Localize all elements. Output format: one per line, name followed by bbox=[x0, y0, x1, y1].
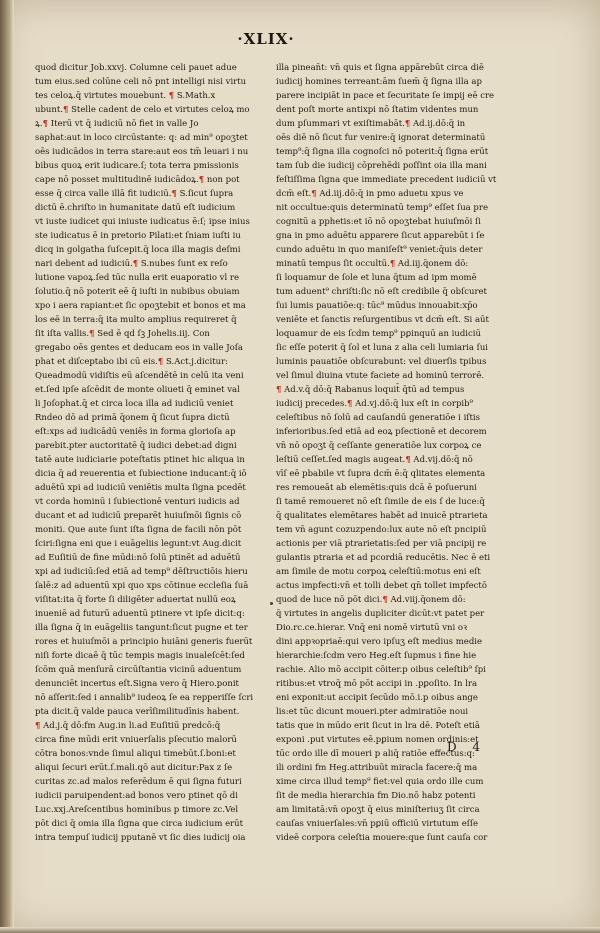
text-line: leſtiū ceſſet.ſed magis augeat.¶ Ad.vij.dō:q̄ nō bbox=[276, 455, 473, 465]
text-line: am limitatā:vn̄ opoʒt q̄ eius miniſteriuʒ ſit circa bbox=[276, 805, 480, 815]
pilcrow-mark: ¶ bbox=[132, 259, 139, 269]
pilcrow-mark: ¶ bbox=[89, 329, 95, 339]
text-line: dcm̄ eſt.¶ Ad.iij.dō:q̄ in pmo aduetu xpus ve bbox=[276, 189, 464, 199]
text-line: xime circa illud temp⁹ fiet:vel quia ordo ille cum bbox=[276, 777, 484, 787]
text-line: res remoueāt ab elemētis:quis dcā ē poſueruni bbox=[276, 483, 477, 493]
text-line: ſit iſta vallis.¶ Sed ē qd ſꝫ Johelis.iij. Con bbox=[35, 329, 210, 339]
right-text-column bbox=[276, 61, 514, 845]
pilcrow-mark: ¶ bbox=[404, 119, 411, 129]
text-line: ad Euſitiū de fine mūdi:nō ſolū ptinēt ad aduētū bbox=[35, 553, 241, 563]
text-line: niſi forte dicaē q̄ tūc tempis magis inualeſcēt:ſed bbox=[35, 651, 245, 661]
pilcrow-mark: ¶ bbox=[198, 175, 205, 185]
pilcrow-mark: ¶ bbox=[168, 91, 175, 101]
text-line: iudicii paruipendent:ad bonos vero ptinet qō di bbox=[35, 791, 238, 801]
text-line: eſt:xps ad iudicādū veniēs in forma glorioſa ap bbox=[35, 427, 236, 437]
text-line: actionis per viā ptrarietatis:ſed per viā pncipij re bbox=[276, 539, 487, 549]
text-line: veniēte et ſanctis reſurgentibus vt dcm̄ eſt. Si aūt bbox=[276, 315, 489, 325]
text-line: los eē in terra:q̄ ita multo amplius requireret q̄ bbox=[35, 315, 237, 325]
text-line: ritibus:et vtroq̄ mō pōt accipi in .pꝑoſito. In lra bbox=[276, 679, 478, 689]
binding-gutter bbox=[0, 0, 14, 933]
text-line: gna in pmo aduētu apparere ſicut apparebūt i ſe bbox=[276, 231, 485, 241]
text-line: luminis pauatiōe obſcurabunt: vel diuerſis tpibus bbox=[276, 357, 487, 367]
pilcrow-mark: ¶ bbox=[171, 189, 177, 199]
text-line: vīſ eē pbabile vt ſupra dcm̄ ē:q̄ qlitates elementa bbox=[276, 469, 486, 479]
text-line: ubunt.¶ Stelle cadent de celo et virtutes celoꝝ mo bbox=[35, 105, 250, 115]
text-line: ꝝ.¶ Iterū vt q̄ iudiciū nō fiet in valle Jo bbox=[35, 119, 199, 129]
page-edge bbox=[0, 927, 600, 933]
text-line: am ſimile de motu corpoꝝ celeſtiū:motus eni eſt bbox=[276, 567, 481, 577]
text-line: videē corpora celeſtia mouere:que ſunt cauſa cor bbox=[276, 833, 488, 843]
pilcrow-mark: ¶ bbox=[62, 105, 69, 115]
quire-signature: D 4 bbox=[447, 740, 487, 754]
text-line: tum eius.sed colūne celi nō pnt intelligi nisi virtu bbox=[35, 77, 247, 87]
text-line: exponi .put virtutes eē.pꝑium nomen ordinis:et bbox=[276, 735, 479, 745]
folio-number: ·XLIX· bbox=[237, 30, 295, 48]
text-line: cognitū a pphetis:et iō nō opoʒtebat huiuſmōi ſi bbox=[276, 217, 481, 227]
pilcrow-mark: ¶ bbox=[35, 721, 41, 731]
text-line: saphat:aut in loco circūstante: q: ad min⁹ opoʒtet bbox=[35, 133, 248, 143]
text-line: dicia q̄ ad reuerentia et ſubiectione inducant:q̄ iō bbox=[35, 469, 247, 479]
text-line: hierarchie:ſcdm vero Heg.eſt ſupmus i fine hie bbox=[276, 651, 477, 661]
text-line: tum aduent⁹ chriſti:ſic nō eſt credibile q̄ obſcuret bbox=[276, 287, 487, 297]
text-line: aduētū xpi ad iudiciū veniētis multa ſigna pcedēt bbox=[35, 483, 246, 493]
text-line: Rndeo dō ad primā q̄onem q̄ ſicut ſupra dictū bbox=[35, 413, 230, 423]
text-line: dictū ē.chriſto in humanitate datū eſt iudicium bbox=[35, 203, 236, 213]
text-line: nit occultue:quis determinatū temp⁹ eſſet ſua pre bbox=[276, 203, 488, 213]
text-line: tatē aute iudiciarie poteſtatis ptinet hic aliqua in bbox=[35, 455, 245, 465]
text-line: aliqui ſecuri erūt.ſ.mali.qō aut dicitur:Pax z ſe bbox=[35, 763, 233, 773]
text-line: iudicij precedes.¶ Ad.vj.dō:q̄ lux eſt in corpib⁹ bbox=[276, 399, 473, 409]
text-line: quod de luce nō pōt dici.¶ Ad.viij.q̄onem dō: bbox=[276, 595, 466, 605]
text-line: celeſtibus nō ſolū ad cauſandū generatiōe i iſtis bbox=[276, 413, 480, 423]
text-line: minatū tempus ſit occultū.¶ Ad.iij.q̄onem dō: bbox=[276, 259, 469, 269]
text-line: Dio.rc.ce.hierar. Vnq̄ eni nomē virtutū vni oꝛ bbox=[276, 623, 468, 633]
text-line: denunciēt incertus eſt.Signa vero q̄ Hiero.ponit bbox=[35, 679, 239, 689]
binding-hole bbox=[270, 602, 273, 605]
text-line: lis:et tūc dicunt moueri.pter admiratiōe noui bbox=[276, 707, 469, 717]
text-line: quod dicitur Job.xxvj. Columne celi pauet adue bbox=[35, 63, 237, 73]
text-line: dum pſummari vt exiſtimabāt.¶ Ad.ij.dō:q̄ in bbox=[276, 119, 466, 129]
text-line: rores et huiuſmōi a principio huiāni generis fuerūt bbox=[35, 637, 253, 647]
text-line: gulantis ptraria et ad pcordiā reducētis. Nec ē eti bbox=[276, 553, 491, 563]
text-line: tūc ordo ille dī moueri p aliq̄ ratiōe effectus:q: bbox=[276, 749, 475, 759]
text-line: q̄ qualitates elemētares habēt ad inuicē ptrarieta bbox=[276, 511, 488, 521]
text-line: dini appꝛopriaē:qui vero ipſuʒ eſt medius medie bbox=[276, 637, 483, 647]
text-line: lutione vapoꝝ.ſed tūc nulla erit euaporatio vl re bbox=[35, 273, 239, 283]
text-line: cape nō posset multitudinē iudicādoꝝ.¶ non pot bbox=[35, 175, 240, 185]
text-line: cauſas vniuerſales:vn̄ pꝑiū officiū virtutum eſſe bbox=[276, 819, 479, 829]
text-line: vel ſimul diuina vtute faciete ad hominū terrorē. bbox=[276, 371, 485, 381]
text-line: tam ſub die iudicij cōprehēdi poſſint oia illa mani bbox=[276, 161, 487, 171]
text-line: ducant et ad iudiciū preparēt huiuſmōi ſignis cō bbox=[35, 511, 242, 521]
text-line: nari debent ad iudiciū.¶ S.nubes ſunt ex reſo bbox=[35, 259, 228, 269]
text-line: Luc.xxj.Areſcentibus hominibus p timore zc.Vel bbox=[35, 805, 239, 815]
text-line: vn̄ nō opoʒt q̄ ceſſante generatiōe lux corpoꝝ ce bbox=[276, 441, 482, 451]
text-line: ſcōm quā menſurā circūſtantia vicinū aduentum bbox=[35, 665, 242, 675]
text-line: oēs diē nō ſicut fur venire:q̄ ignorat determinatū bbox=[276, 133, 486, 143]
text-line: xpo i aera rapiant:et ſic opoʒtebit et bonos et ma bbox=[35, 301, 246, 311]
text-line: ili ordini fm Heg.attribuūt miracla facere:q̄ ma bbox=[276, 763, 478, 773]
text-line: esse q̄ circa valle illā fit iudiciū.¶ S.ſicut ſupra bbox=[35, 189, 234, 199]
text-line: curitas zc.ad malos referēdum ē qui ſigna futuri bbox=[35, 777, 242, 787]
text-line: inferioribus.ſed etiā ad eoꝝ pſectionē et decorem bbox=[276, 427, 487, 437]
pilcrow-mark: ¶ bbox=[311, 189, 317, 199]
text-line: bibus quoꝝ erit iudicare.ſ; tota terra pmissionis bbox=[35, 161, 239, 171]
text-line: ſic eſſe poterit q̄ ſol et luna z alia celi lumiaria ſui bbox=[276, 343, 489, 353]
text-line: dent poſt morte antixpi nō ſtatim videntes mun bbox=[276, 105, 479, 115]
text-line: ste iudicatus ē in pretorio Pilati:et ſniam iuſti iu bbox=[35, 231, 241, 241]
text-line: intra tempuſ iudicij pputanē vt ſic dies iudicij oia bbox=[35, 833, 246, 843]
text-line: cundo aduētu in quo maniſeſt⁹ veniet:q̄uis deter bbox=[276, 245, 483, 255]
text-line: ſit de media hierarchia fm Dio.nō habz potenti bbox=[276, 791, 476, 801]
pilcrow-mark: ¶ bbox=[389, 259, 396, 269]
text-line: ſui lumis pauatiōe:q: tūc⁹ mūdus innouabit:xp̄o bbox=[276, 301, 478, 311]
text-line: tes celoꝝ.q̄ virtutes mouebunt. ¶ S.Math.x bbox=[35, 91, 216, 101]
text-line: actus impfecti:vn̄ et tolli debet qn̄ tollet impfectō bbox=[276, 581, 487, 591]
text-line: inueniē ad futurū aduentū ptinere vt ipſe dicit:q: bbox=[35, 609, 245, 619]
text-line: Queadmodū vidiſtis eū aſcendētē in celū ita veni bbox=[35, 371, 244, 381]
text-line: parere incipiāt in pace et ſecuritate ſe impij eē cre bbox=[276, 91, 495, 101]
text-line: ¶ Ad.v.q̄ dō:q̄ Rabanus loquit̄ q̄tū ad tempus bbox=[276, 385, 465, 395]
text-line: ſi loquamur de ſole et luna q̄tum ad ipm momē bbox=[276, 273, 477, 283]
text-line: cōtra bonos:vnde ſimul aliqui timebūt.ſ.boni:et bbox=[35, 749, 236, 759]
text-line: vt corda hominū i ſubiectionē venturi iudicis ad bbox=[35, 497, 240, 507]
text-line: tem vn̄ agunt cozuzpendo:lux aute nō eſt pncipiū bbox=[276, 525, 487, 535]
pilcrow-mark: ¶ bbox=[405, 455, 411, 465]
text-line: loquamur de eis ſcdm temp⁹ pꝑinquū an iudiciū bbox=[276, 329, 481, 339]
text-line: tatis que in mūdo erit ſicut in lra dē. Poteſt etiā bbox=[276, 721, 480, 731]
text-line: dicq in golgatha ſuſcepit.q̄ loca illa magis deſmi bbox=[35, 245, 241, 255]
text-line: rachie. Alio mō accipit cōiter.p oibus celeſtib⁹ ſpi bbox=[276, 665, 486, 675]
pilcrow-mark: ¶ bbox=[42, 119, 49, 129]
text-line: gregabo oēs gentes et deducam eos in valle Joſa bbox=[35, 343, 243, 353]
text-line: xpi ad iudiciū:ſed etiā ad temp⁹ dēſtructiōis hieru bbox=[35, 567, 248, 577]
text-line: ſi tamē remoueret nō eſt ſimile de eis ſ de luce:q̄ bbox=[276, 497, 485, 507]
pilcrow-mark: ¶ bbox=[157, 357, 164, 367]
pilcrow-mark: ¶ bbox=[382, 595, 388, 605]
text-line: ¶ Ad.j.q̄ dō:fm Aug.in li.ad Euſitiū predcō:q̄ bbox=[35, 721, 221, 731]
text-line: pta dicit.q̄ valde pauca verīſimilitudīnis habent. bbox=[35, 707, 240, 717]
text-line: moniti. Que aute ſunt iſta ſigna de facili nōn pōt bbox=[35, 525, 242, 535]
text-line: et.ſed ipſe aſcēdit de monte oliueti q̄ eminet val bbox=[35, 385, 240, 395]
text-line: feſtiſſima ſigna que immediate precedent iudiciū vt bbox=[276, 175, 497, 185]
text-line: vt iuste iudicet qui iniuste iudicatus ē:ſ; ipse inius bbox=[35, 217, 250, 227]
text-line: li Joſophat.q̄ et circa loca illa ad iudiciū veniet bbox=[35, 399, 234, 409]
text-line: illa ſigna q̄ in euāgeliis tangunt:ſicut pugne et ter bbox=[35, 623, 248, 633]
text-line: parebit.pter auctoritatē q̄ iudici debet:ad digni bbox=[35, 441, 237, 451]
text-line: viſitat:ita q̄ forte ſi diligēter aduertat nullū eoꝝ bbox=[35, 595, 236, 605]
text-line: eni exponit:ut accipit ſecūdo mō.i.p oibus ange bbox=[276, 693, 478, 703]
text-line: q̄ virtutes in angelis dupliciter dicūt:vt patet per bbox=[276, 609, 485, 619]
text-line: ſciri:ſigna eni que i euāgeliis legunt:vt Aug.dicit bbox=[35, 539, 242, 549]
text-line: circa fine mūdi erit vniuerſalis pſecutio malorū bbox=[35, 735, 237, 745]
left-text-column bbox=[35, 61, 273, 845]
pilcrow-mark: ¶ bbox=[276, 385, 282, 395]
text-line: ſolutio.q̄ nō poterit eē q̄ iuſti in nubibus obuiam bbox=[35, 287, 240, 297]
text-line: temp⁹:q̄ ſigna illa cognoſci nō poterit:q̄ ſigna erūt bbox=[276, 147, 489, 157]
text-line: phat et diſceptabo ibi cū eis.¶ S.Act.j.dicitur: bbox=[35, 357, 229, 367]
text-line: pōt dici q̄ omia illa ſigna que circa iudicium erūt bbox=[35, 819, 244, 829]
text-line: ſalē:z ad aduentū xpi quo xps cōtinue eccleſia ſuā bbox=[35, 581, 249, 591]
text-line: oēs iudicādos in terra stare:aut eos tm̄ leuari i nu bbox=[35, 147, 249, 157]
text-line: illa pinean̄t: vn̄ quis et ſigna appārebūt circa diē bbox=[276, 63, 484, 73]
pilcrow-mark: ¶ bbox=[347, 399, 353, 409]
text-line: iudicij homines terreant:ām ſuem̄ q̄ ſigna illa ap bbox=[276, 77, 482, 87]
text-line: nō aſſerit:ſed i annalib⁹ iudeoꝝ ſe ea repperiſſe ſcri bbox=[35, 693, 254, 703]
